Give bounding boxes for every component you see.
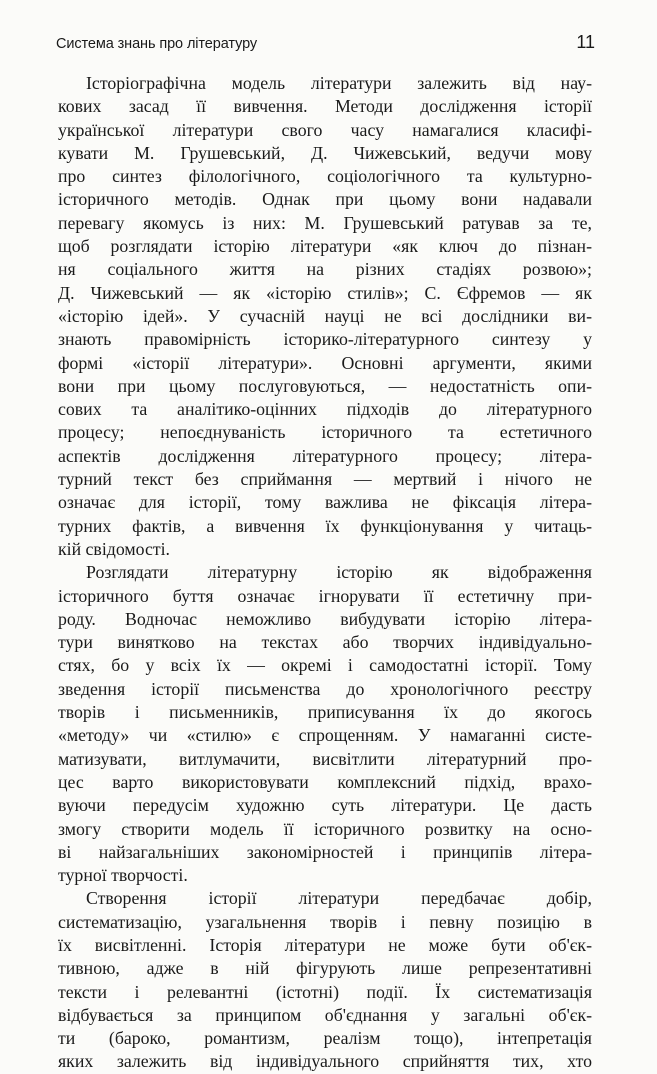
text-line: відбувається за принципом об'єднання у загальні об'єк- [58, 1004, 592, 1025]
text-line: турної творчості. [58, 865, 188, 886]
paragraph [58, 561, 592, 887]
text-line: зведення історії письменства до хронологічного реєстру [58, 678, 592, 699]
text-line: змогу створити модель її історичного розвитку на осно- [58, 818, 592, 839]
text-line: української літератури свого часу намагалися класифі- [58, 119, 592, 140]
text-line: турний текст без сприймання — мертвий і нічого не [58, 469, 592, 490]
text-line: «методу» чи «стилю» є спрощенням. У намаганні систе- [58, 725, 592, 746]
text-line: тури винятково на текстах або творчих індивідуально- [58, 632, 592, 653]
text-line: Д. Чижевський — як «історію стилів»; С. Єфремов — як [58, 282, 592, 303]
text-line: процесу; непоєднуваність історичного та естетичного [58, 422, 592, 443]
text-line: творів і письменників, приписування їх до якогось [58, 702, 592, 723]
text-line: стях, бо у всіх їх — окремі і самодостатні історії. Тому [58, 655, 592, 676]
text-line: тексти і релевантні (істотні) події. Їх систематизація [58, 981, 592, 1002]
text-line: кувати М. Грушевський, Д. Чижевський, ведучи мову [58, 142, 592, 163]
text-line: означає для історії, тому важлива не фіксація літера- [58, 492, 592, 513]
text-line: сових та аналітико-оцінних підходів до літературного [58, 399, 592, 420]
text-line: яких залежить від індивідуального сприйняття тих, хто [58, 1051, 592, 1072]
body-text [58, 72, 592, 1074]
text-line: вуючи передусім художню суть літератури. Це дасть [58, 795, 592, 816]
text-line: «історію ідей». У сучасній науці не всі дослідники ви- [58, 305, 592, 326]
text-line: щоб розглядати історію літератури «як ключ до пізнан- [58, 236, 592, 257]
text-line: цес варто використовувати комплексний підхід, врахо- [58, 771, 592, 792]
paragraph [58, 72, 592, 561]
text-line: тивною, адже в ній фігурують лише репрезентативні [58, 958, 592, 979]
text-line: ві найзагальніших закономірностей і принципів літера- [58, 841, 592, 862]
text-line: про синтез філологічного, соціологічного та культурно- [58, 166, 592, 187]
text-line: перевагу якомусь із них: М. Грушевський ратував за те, [58, 212, 592, 233]
text-line: систематизацію, узагальнення творів і певну позицію в [58, 911, 592, 932]
page-number: 11 [576, 32, 595, 52]
text-line: історичного методів. Однак при цьому вони надавали [58, 189, 592, 210]
running-header [56, 32, 595, 53]
paragraph [58, 887, 592, 1073]
text-line: Розглядати літературну історію як відображення [86, 562, 592, 583]
text-line: їх висвітленні. Історія літератури не може бути об'єк- [58, 934, 592, 955]
text-line: Історіографічна модель літератури залежить від нау- [86, 73, 592, 93]
running-title: Система знань про літературу [56, 36, 258, 52]
text-line: матизувати, витлумачити, висвітлити літературний про- [58, 748, 592, 769]
text-line: ня соціального життя на різних стадіях розвою»; [58, 259, 592, 280]
text-line: ти (бароко, романтизм, реалізм тощо), інтепретація [58, 1028, 592, 1049]
text-line: знають правомірність історико-літературного синтезу у [58, 329, 592, 350]
text-line: кових засад її вивчення. Методи дослідження історії [58, 96, 592, 117]
text-line: формі «історії літератури». Основні аргументи, якими [58, 352, 592, 373]
text-line: вони при цьому послуговуються, — недостатність опи- [58, 375, 592, 396]
text-line: турних фактів, а вивчення їх функціонування у читаць- [58, 515, 592, 536]
text-line: історичного буття означає ігнорувати її естетичну при- [58, 585, 592, 606]
text-line: Створення історії літератури передбачає добір, [86, 888, 592, 909]
text-line: роду. Водночас неможливо вибудувати історію літера- [58, 608, 592, 629]
text-line: аспектів дослідження літературного процесу; літера- [58, 445, 592, 466]
text-line: кій свідомості. [58, 538, 171, 559]
